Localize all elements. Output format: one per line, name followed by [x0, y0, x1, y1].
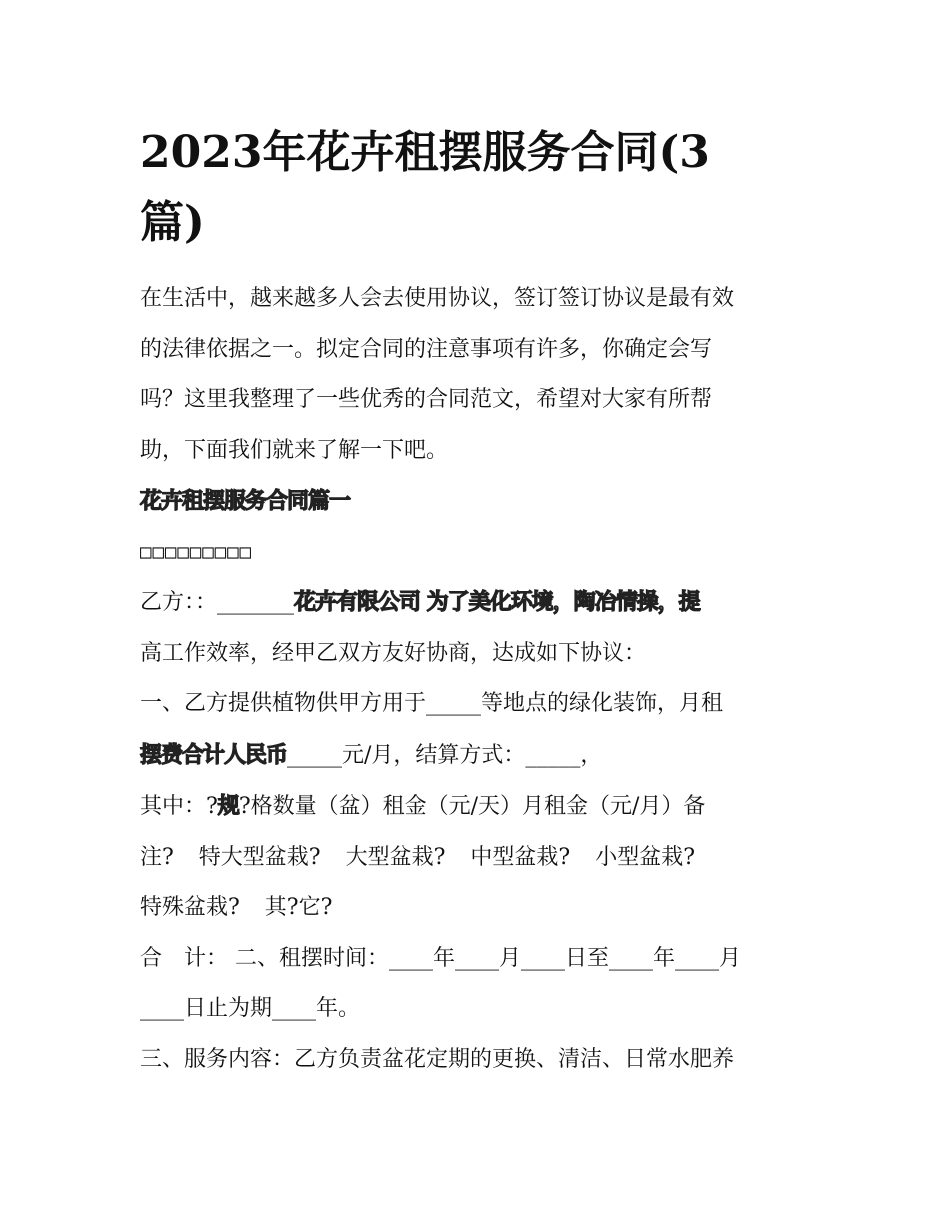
table-cell: 大型盆栽?	[345, 844, 446, 870]
intro-line-4: 助，下面我们就来了解一下吧。	[140, 437, 449, 463]
table-row-line-3	[140, 883, 820, 934]
section-heading: 花卉租摆服务合同篇一	[140, 488, 351, 514]
total-and-period-line: 合 计： 二、租摆时间：____年____月____日至____年____月	[140, 945, 741, 971]
intro-line-2: 的法律依据之一。拟定合同的注意事项有许多，你确定会写	[140, 336, 713, 362]
table-row-line-2	[140, 833, 820, 884]
title-line-1: 2023年花卉租摆服务合同(3	[140, 127, 710, 178]
table-cell: 特殊盆栽?	[140, 895, 240, 920]
table-cell: 小型盆栽?	[595, 844, 695, 870]
rent-fee-label: 摆费合计人民币	[140, 741, 288, 768]
table-header-outlined: 规	[217, 793, 239, 819]
party-b-line	[140, 577, 820, 629]
table-cell: 注?	[140, 844, 174, 870]
table-cell: 其?它?	[264, 895, 333, 920]
table-cell: 中型盆栽?	[470, 844, 571, 870]
table-cell: 特大型盆栽?	[198, 844, 321, 870]
period-end-line: ____日止为期____年。	[140, 996, 361, 1021]
missing-glyph-line: □□□□□□□□□	[140, 540, 252, 563]
document-title	[140, 118, 820, 258]
clause-3-line: 三、服务内容：乙方负责盆花定期的更换、清洁、日常水肥养	[140, 1046, 735, 1072]
agreement-line: 高工作效率，经甲乙双方友好协商，达成如下协议：	[140, 640, 647, 666]
intro-line-1: 在生活中，越来越多人会去使用协议，签订签订协议是最有效	[140, 286, 735, 311]
document-page	[140, 118, 820, 1085]
clause-1-line-1: 一、乙方提供植物供甲方用于_____等地点的绿化装饰，月租	[140, 691, 724, 716]
title-line-2: 篇)	[140, 197, 205, 248]
table-header-line	[140, 781, 820, 833]
table-header-pre: 其中：?	[140, 794, 218, 819]
party-b-company: 花卉有限公司 为了美化环境，陶冶情操，提	[294, 589, 700, 615]
clause-1-line-2	[140, 730, 820, 782]
intro-line-3: 吗？这里我整理了一些优秀的合同范文，希望对大家有所帮	[140, 387, 713, 412]
party-b-prefix: 乙方：：_______	[140, 590, 295, 615]
rent-fee-rest: _____元/月，结算方式：_____，	[287, 742, 603, 768]
table-header-post: ?格数量（盆）租金（元/天）月租金（元/月）备	[238, 794, 706, 819]
